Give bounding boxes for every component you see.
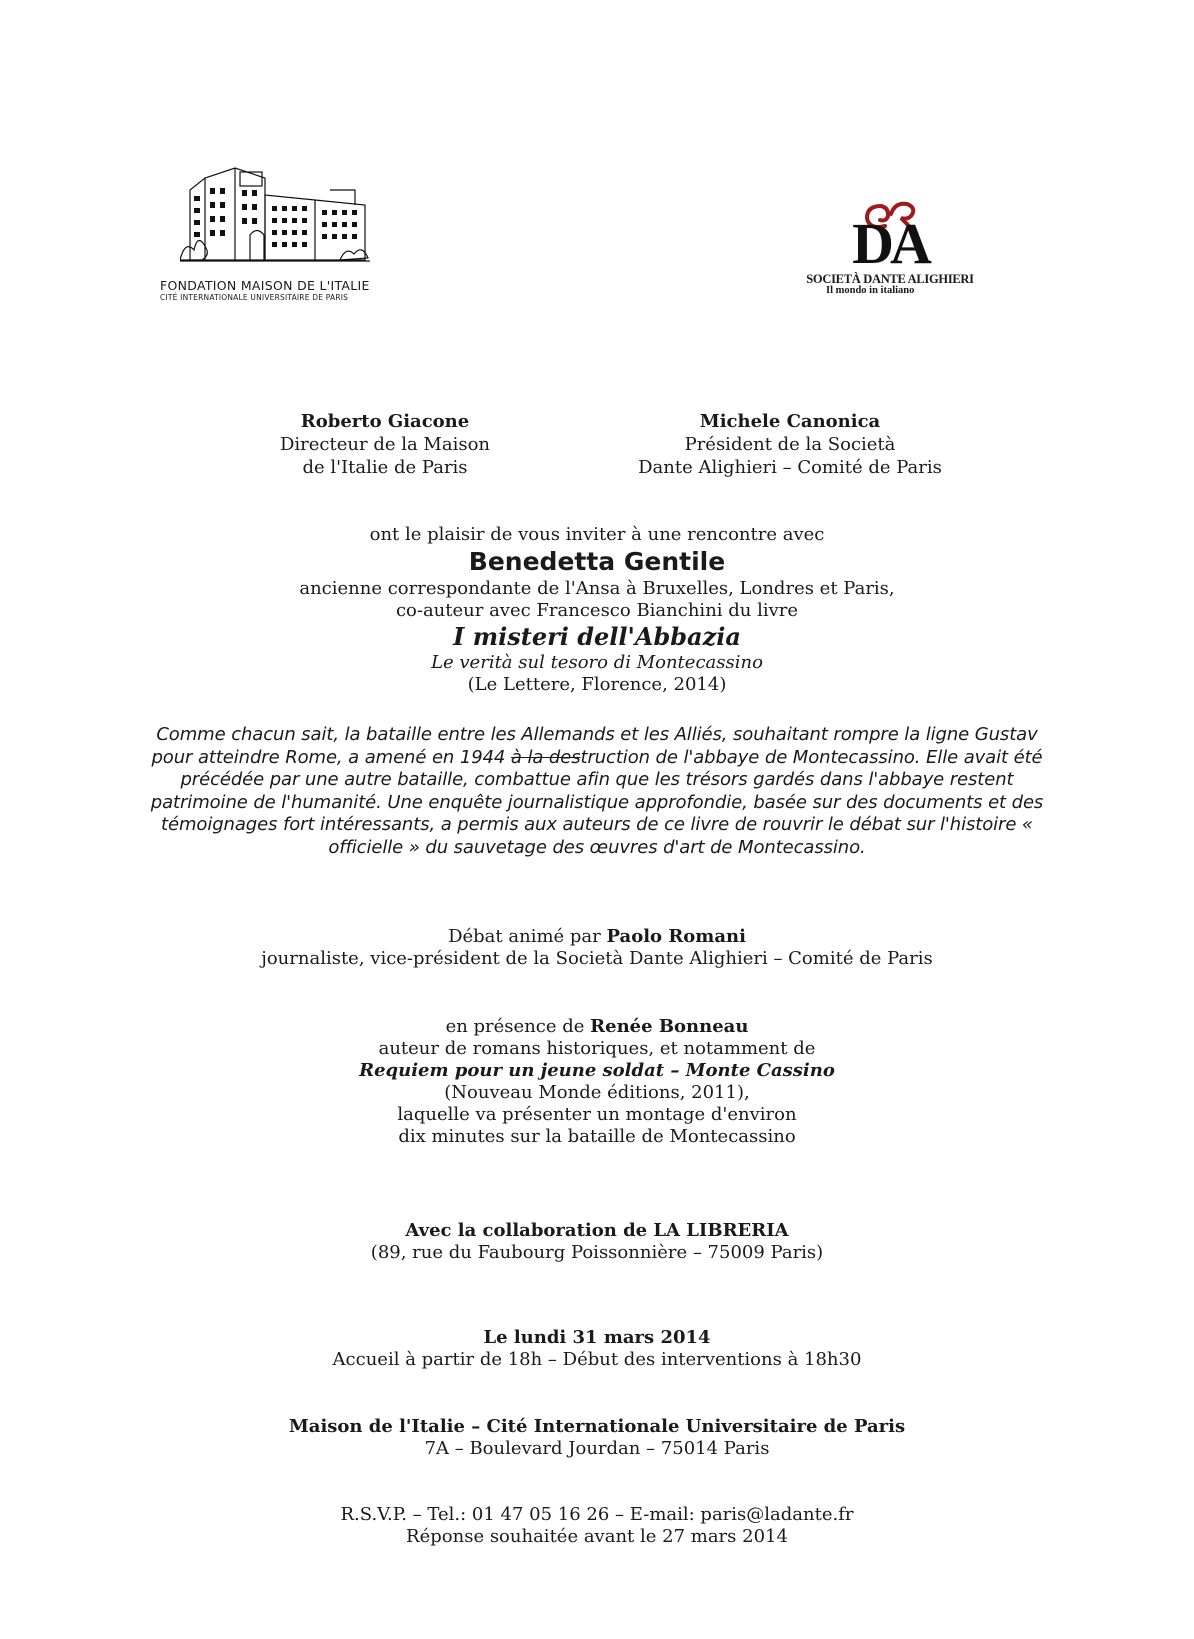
maison-italie-logo xyxy=(160,160,400,302)
presence-block xyxy=(0,1016,1194,1148)
presence-line1: auteur de romans historiques, et notamment de xyxy=(378,1038,816,1059)
building-drawing-icon xyxy=(180,160,370,270)
venue-name: Maison de l'Italie – Cité Internationale Universitaire de Paris xyxy=(288,1416,906,1437)
host-name: Roberto Giacone xyxy=(300,411,470,432)
right-logo-name: SOCIETÀ DANTE ALIGHIERI xyxy=(806,272,974,286)
description-part2: truction de l'abbaye de Montecassino. Elle avait été précédée par une autre bataille, combattue afin que les trésors gardés dans l'abbaye restent patrimoine de l'humanité. Une enquête journalistique approfondie, basée sur des documents et des témoignages fort intéressants, a permis aux auteurs de ce livre de rouvrir le débat sur l'histoire « officielle » du sauvetage des œuvres d'art de Montecassino. xyxy=(150,746,1044,858)
description-part1: Comme chacun sait, la bataille entre les Allemands et les Alliés, souhaitant rompre la ligne Gustav pour atteindre Rome, a amené en 1944 xyxy=(151,724,1038,768)
presence-line2: laquelle va présenter un montage d'environ xyxy=(397,1104,797,1125)
debate-block xyxy=(0,926,1194,970)
host-role-line2: de l'Italie de Paris xyxy=(302,457,468,478)
host-right xyxy=(620,410,960,479)
event-date-block xyxy=(0,1327,1194,1371)
book-publisher: (Le Lettere, Florence, 2014) xyxy=(467,674,727,695)
host-role-line1: Président de la Società xyxy=(684,434,896,455)
host-left xyxy=(240,410,530,479)
collaboration-block xyxy=(0,1220,1194,1264)
guest-description-line1: ancienne correspondante de l'Ansa à Bruxelles, Londres et Paris, xyxy=(299,578,895,599)
guest-author-name: Renée Bonneau xyxy=(590,1016,749,1037)
venue-block xyxy=(0,1416,1194,1460)
invitation-block xyxy=(0,524,1194,696)
venue-address: 7A – Boulevard Jourdan – 75014 Paris xyxy=(424,1438,770,1459)
book-title: I misteri dell'Abbazia xyxy=(453,622,741,651)
left-logo-subtitle: CITÉ INTERNATIONALE UNIVERSITAIRE DE PARIS xyxy=(160,293,349,302)
event-schedule: Accueil à partir de 18h – Début des interventions à 18h30 xyxy=(332,1349,862,1370)
right-logo-tagline: Il mondo in italiano xyxy=(826,285,915,296)
presence-book-title: Requiem pour un jeune soldat – Monte Cassino xyxy=(359,1060,835,1081)
left-logo-name: FONDATION MAISON DE L'ITALIE xyxy=(160,278,370,293)
presence-line3: dix minutes sur la bataille de Montecassino xyxy=(398,1126,796,1147)
collaboration-address: (89, rue du Faubourg Poissonnière – 75009 Paris) xyxy=(370,1242,824,1263)
rsvp-deadline: Réponse souhaitée avant le 27 mars 2014 xyxy=(406,1526,788,1547)
book-subtitle: Le verità sul tesoro di Montecassino xyxy=(431,652,763,673)
host-role-line1: Directeur de la Maison xyxy=(279,434,491,455)
description-struck-text: à la des xyxy=(510,746,581,768)
presence-publisher: (Nouveau Monde éditions, 2011), xyxy=(444,1082,750,1103)
rsvp-block xyxy=(0,1504,1194,1548)
moderator-role: journaliste, vice-président de la Società Dante Alighieri – Comité de Paris xyxy=(261,948,933,969)
host-name: Michele Canonica xyxy=(699,411,881,432)
invitation-intro: ont le plaisir de vous inviter à une rencontre avec xyxy=(369,524,825,545)
guest-description-line2: co-auteur avec Francesco Bianchini du livre xyxy=(395,600,799,621)
event-date: Le lundi 31 mars 2014 xyxy=(483,1327,711,1348)
host-role-line2: Dante Alighieri – Comité de Paris xyxy=(638,457,942,478)
collaboration-title: Avec la collaboration de LA LIBRERIA xyxy=(405,1220,789,1241)
moderator-name: Paolo Romani xyxy=(606,926,746,947)
da-monogram: DA xyxy=(852,211,928,276)
presence-prefix: en présence de xyxy=(445,1016,591,1037)
book-description xyxy=(135,724,1059,860)
guest-name: Benedetta Gentile xyxy=(468,547,726,576)
rsvp-contact[interactable]: R.S.V.P. – Tel.: 01 47 05 16 26 – E-mail: paris@ladante.fr xyxy=(340,1504,854,1525)
debate-prefix: Débat animé par xyxy=(448,926,607,947)
dante-alighieri-logo xyxy=(790,200,990,296)
